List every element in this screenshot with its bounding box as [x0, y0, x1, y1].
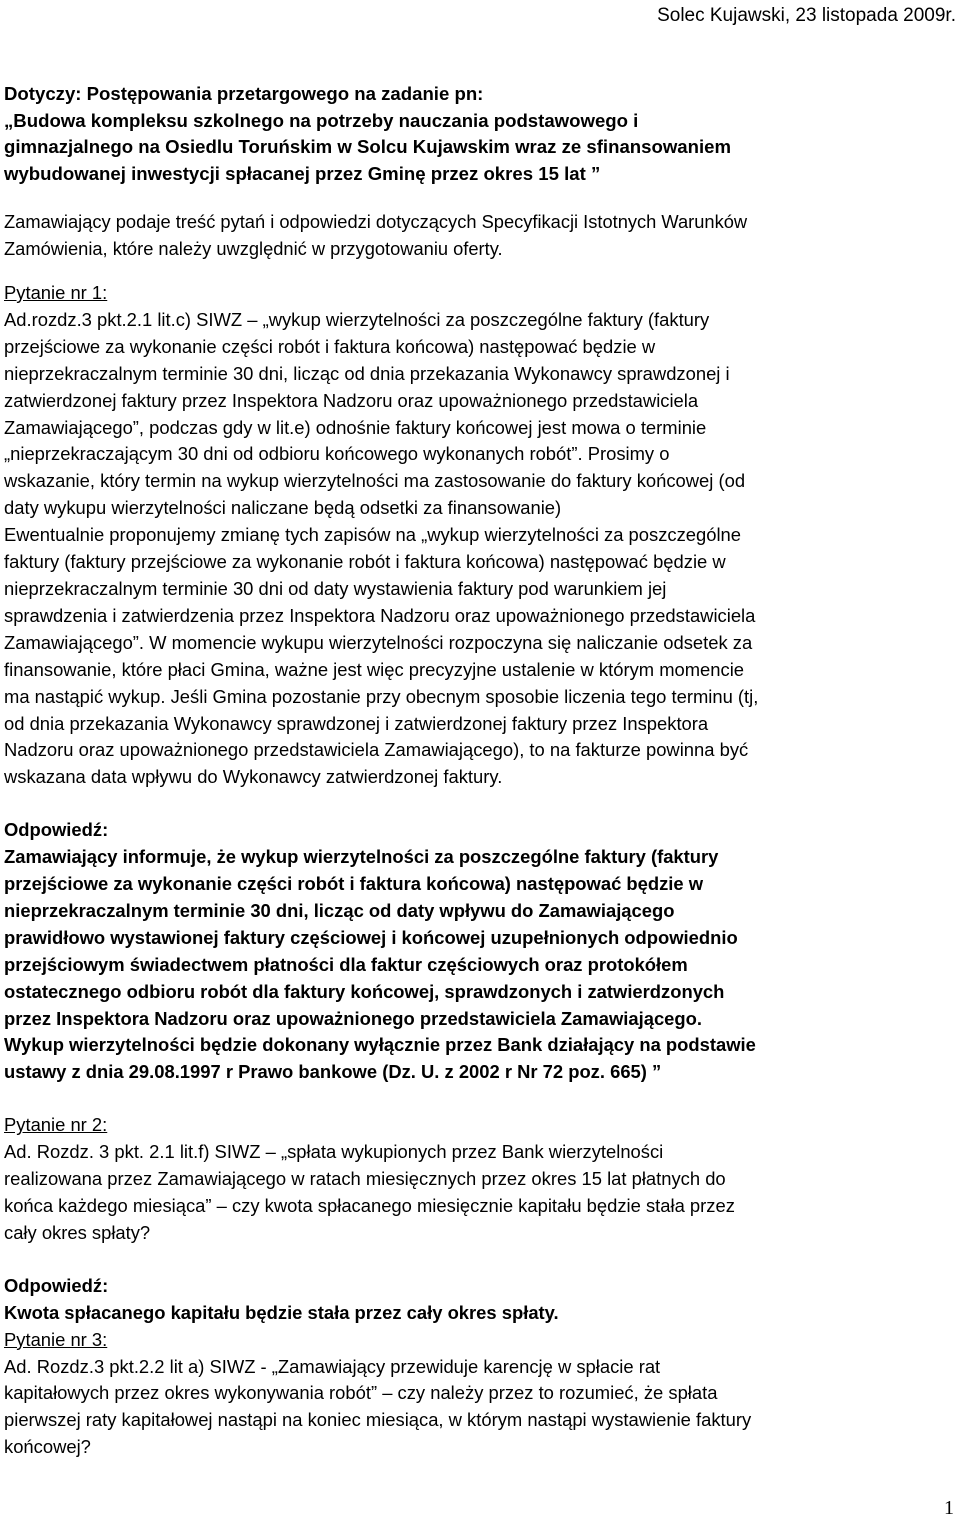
question-1-line: od dnia przekazania Wykonawcy sprawdzonej i zatwierdzonej faktury przez Inspektora	[4, 712, 709, 734]
question-3-label: Pytanie nr 3:	[4, 1328, 108, 1350]
document-date: Solec Kujawski, 23 listopada 2009r.	[657, 5, 956, 26]
subject-line: „Budowa kompleksu szkolnego na potrzeby nauczania podstawowego i	[4, 109, 639, 131]
question-1-line: nieprzekraczalnym terminie 30 dni, licząc od dnia przekazania Wykonawcy sprawdzonej i	[4, 362, 730, 384]
question-1-line: Zamawiającego”. W momencie wykupu wierzytelności rozpoczyna się naliczanie odsetek za	[4, 631, 753, 653]
document-body	[4, 81, 956, 1461]
question-1-label: Pytanie nr 1:	[4, 282, 108, 303]
intro-paragraph	[4, 209, 956, 262]
question-1-line: nieprzekraczalnym terminie 30 dni od daty wystawienia faktury pod warunkiem jej	[4, 577, 667, 599]
spacer	[4, 1247, 956, 1273]
question-1-line: Ad.rozdz.3 pkt.2.1 lit.c) SIWZ – „wykup wierzytelności za poszczególne faktury (faktury	[4, 308, 710, 330]
answer-1-line: prawidłowo wystawionej faktury częściowej i końcowej uzupełnionych odpowiednio	[4, 926, 738, 948]
answer-1-line: przez Inspektora Nadzoru oraz upoważnionego przedstawiciela Zamawiającego.	[4, 1007, 702, 1029]
intro-line: Zamówienia, które należy uwzględnić w przygotowaniu oferty.	[4, 237, 503, 259]
subject-line: gimnazjalnego na Osiedlu Toruńskim w Solcu Kujawskim wraz ze sfinansowaniem	[4, 136, 732, 157]
answer-1-line: Wykup wierzytelności będzie dokonany wyłącznie przez Bank działający na podstawie	[4, 1034, 756, 1056]
answer-1-line: ostatecznego odbioru robót dla faktury końcowej, sprawdzonych i zatwierdzonych	[4, 980, 725, 1002]
question-1	[4, 280, 956, 791]
question-1-line: ma nastąpić wykup. Jeśli Gmina pozostanie przy obecnym sposobie liczenia tego terminu (tj,	[4, 685, 759, 707]
question-1-line: finansowanie, które płaci Gmina, ważne jest więc precyzyjne ustalenie w którym momencie	[4, 658, 745, 680]
spacer	[4, 1086, 956, 1112]
question-1-line: „nieprzekraczającym 30 dni od odbioru końcowego wykonanych robót”. Prosimy o	[4, 443, 670, 465]
question-1-line: Nadzoru oraz upoważnionego przedstawiciela Zamawiającego), to na fakturze powinna być	[4, 739, 749, 761]
question-2	[4, 1112, 956, 1247]
question-1-line: faktury (faktury przejściowe za wykonanie robót i faktura końcowa) następować będzie w	[4, 551, 726, 573]
question-1-line: przejściowe za wykonanie części robót i faktura końcowa) następować będzie w	[4, 335, 656, 357]
question-2-line: cały okres spłaty?	[4, 1221, 151, 1243]
question-3-line: pierwszej raty kapitałowej nastąpi na koniec miesiąca, w którym nastąpi wystawienie faktury	[4, 1409, 752, 1431]
question-3-line: końcowej?	[4, 1436, 91, 1458]
answer-2-label: Odpowiedź:	[4, 1274, 109, 1296]
question-1-line: zatwierdzonej faktury przez Inspektora Nadzoru oraz upoważnionego przedstawiciela	[4, 389, 699, 411]
question-1-line: wskazanie, który termin na wykup wierzytelności ma zastosowanie do faktury końcowej (od	[4, 470, 746, 492]
question-2-line: realizowana przez Zamawiającego w ratach miesięcznych przez okres 15 lat płatnych do	[4, 1168, 726, 1190]
question-1-line: sprawdzenia i zatwierdzenia przez Inspektora Nadzoru oraz upoważnionego przedstawiciela	[4, 604, 756, 626]
question-1-line: Ewentualnie proponujemy zmianę tych zapisów na „wykup wierzytelności za poszczególne	[4, 524, 742, 546]
question-3-line: Ad. Rozdz.3 pkt.2.2 lit a) SIWZ - „Zamawiający przewiduje karencję w spłacie rat	[4, 1355, 661, 1377]
question-1-line: daty wykupu wierzytelności naliczane będą odsetki za finansowanie)	[4, 497, 562, 519]
question-2-line: Ad. Rozdz. 3 pkt. 2.1 lit.f) SIWZ – „spłata wykupionych przez Bank wierzytelności	[4, 1141, 664, 1163]
spacer	[4, 791, 956, 817]
question-1-line: wskazana data wpływu do Wykonawcy zatwierdzonej faktury.	[4, 766, 503, 788]
answer-1	[4, 817, 956, 1086]
answer-2-line: Kwota spłacanego kapitału będzie stała przez cały okres spłaty.	[4, 1301, 559, 1323]
answer-1-line: ustawy z dnia 29.08.1997 r Prawo bankowe (Dz. U. z 2002 r Nr 72 poz. 665) ”	[4, 1061, 662, 1083]
intro-line: Zamawiający podaje treść pytań i odpowiedzi dotyczących Specyfikacji Istotnych Warunków	[4, 211, 748, 232]
question-3-line: kapitałowych przez okres wykonywania robót” – czy należy przez to rozumieć, że spłata	[4, 1382, 718, 1404]
question-1-line: Zamawiającego”, podczas gdy w lit.e) odnośnie faktury końcowej jest mowa o terminie	[4, 416, 707, 438]
page-number: 1	[944, 1497, 954, 1519]
answer-1-line: przejściowe za wykonanie części robót i faktura końcowa) następować będzie w	[4, 873, 704, 895]
answer-1-line: przejściowym świadectwem płatności dla faktur częściowych oraz protokółem	[4, 953, 688, 975]
answer-2	[4, 1273, 956, 1327]
question-2-line: końca każdego miesiąca” – czy kwota spłacanego miesięcznie kapitału będzie stała przez	[4, 1195, 735, 1216]
subject-line: wybudowanej inwestycji spłacanej przez Gminę przez okres 15 lat ”	[4, 162, 601, 184]
subject-block	[4, 81, 956, 187]
question-3	[4, 1327, 956, 1462]
answer-1-line: nieprzekraczalnym terminie 30 dni, licząc od daty wpływu do Zamawiającego	[4, 899, 675, 921]
question-2-label: Pytanie nr 2:	[4, 1114, 108, 1136]
subject-line: Dotyczy: Postępowania przetargowego na zadanie pn:	[4, 83, 484, 104]
answer-1-label: Odpowiedź:	[4, 819, 109, 841]
answer-1-line: Zamawiający informuje, że wykup wierzytelności za poszczególne faktury (faktury	[4, 846, 719, 868]
